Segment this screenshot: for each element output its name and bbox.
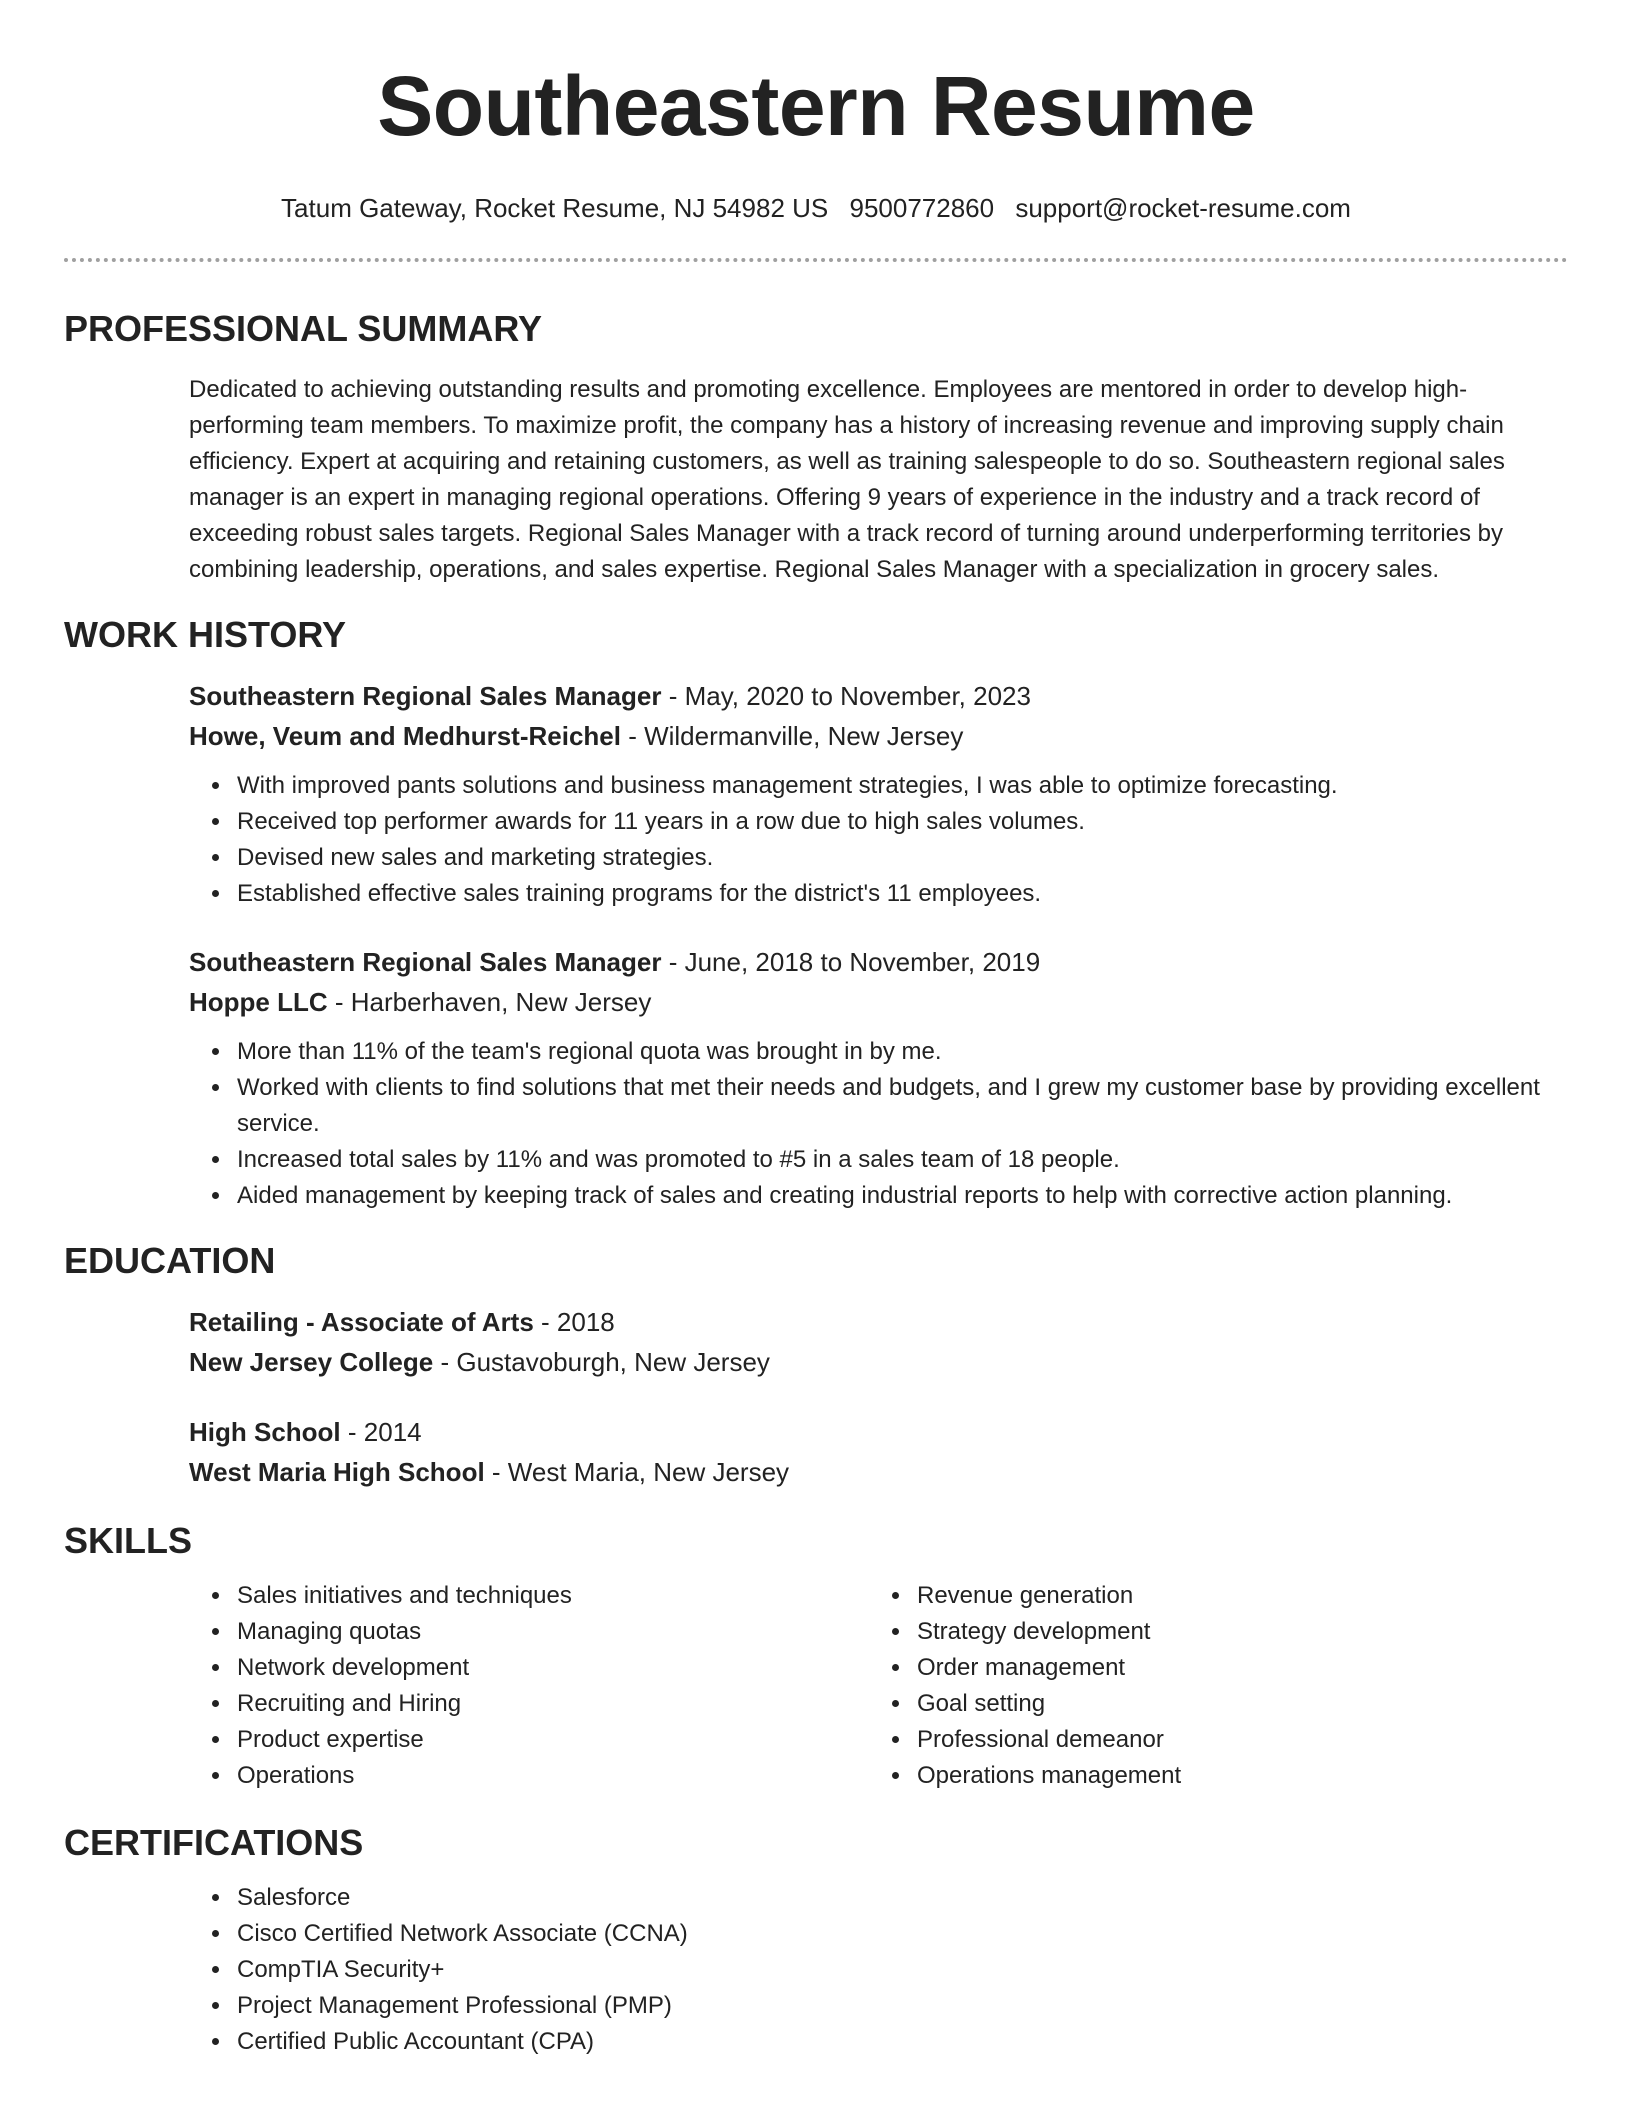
education-location: - West Maria, New Jersey bbox=[484, 1457, 790, 1487]
education-school: New Jersey College bbox=[189, 1347, 434, 1377]
list-item: • Operations management bbox=[913, 1758, 1549, 1794]
education-degree-line bbox=[189, 1302, 1568, 1342]
list-item: • Recruiting and Hiring bbox=[233, 1686, 869, 1722]
certifications-section bbox=[64, 1822, 1568, 2060]
work-history-title: WORK HISTORY bbox=[64, 614, 347, 655]
resume-name: Southeastern Resume bbox=[377, 59, 1255, 153]
job-role-line bbox=[189, 676, 1568, 716]
job-entry bbox=[189, 942, 1568, 1022]
job-dates: - June, 2018 to November, 2019 bbox=[661, 947, 1041, 977]
contact-line bbox=[0, 192, 1632, 224]
job-company-line bbox=[189, 716, 1568, 756]
list-item: • Certified Public Accountant (CPA) bbox=[233, 2024, 1568, 2060]
education-degree: High School bbox=[189, 1417, 341, 1447]
education-school-line bbox=[189, 1452, 1568, 1492]
list-item: • Operations bbox=[233, 1758, 869, 1794]
education-year: - 2014 bbox=[340, 1417, 422, 1447]
job-role: Southeastern Regional Sales Manager bbox=[189, 947, 662, 977]
list-item: • Project Management Professional (PMP) bbox=[233, 1988, 1568, 2024]
list-item: • Strategy development bbox=[913, 1614, 1549, 1650]
list-item: • Aided management by keeping track of sales and creating industrial reports to help with corrective action planning. bbox=[233, 1178, 1568, 1214]
header-divider bbox=[64, 258, 1568, 262]
skills-list-left bbox=[189, 1578, 869, 1794]
list-item: • Worked with clients to find solutions that met their needs and budgets, and I grew my customer base by providing excellent service. bbox=[233, 1070, 1568, 1142]
skills-section bbox=[64, 1520, 1568, 1794]
list-item: • More than 11% of the team's regional quota was brought in by me. bbox=[233, 1034, 1568, 1070]
skills-title: SKILLS bbox=[64, 1520, 193, 1561]
certifications-title: CERTIFICATIONS bbox=[64, 1822, 364, 1863]
list-item: • Network development bbox=[233, 1650, 869, 1686]
list-item: • Sales initiatives and techniques bbox=[233, 1578, 869, 1614]
education-entry bbox=[189, 1412, 1568, 1492]
job-role-line bbox=[189, 942, 1568, 982]
summary-section bbox=[64, 308, 1568, 588]
list-item: • CompTIA Security+ bbox=[233, 1952, 1568, 1988]
list-item: • Goal setting bbox=[913, 1686, 1549, 1722]
contact-email: support@rocket-resume.com bbox=[1015, 193, 1351, 223]
skills-column-right bbox=[869, 1578, 1549, 1794]
list-item: • Increased total sales by 11% and was promoted to #5 in a sales team of 18 people. bbox=[233, 1142, 1568, 1178]
job-role: Southeastern Regional Sales Manager bbox=[189, 681, 662, 711]
job-bullets bbox=[64, 768, 1568, 912]
job-company: Howe, Veum and Medhurst-Reichel bbox=[189, 721, 621, 751]
list-item: • Revenue generation bbox=[913, 1578, 1549, 1614]
job-company-line bbox=[189, 982, 1568, 1022]
list-item: • Devised new sales and marketing strategies. bbox=[233, 840, 1568, 876]
skills-grid bbox=[189, 1578, 1568, 1794]
education-title: EDUCATION bbox=[64, 1240, 276, 1281]
education-year: - 2018 bbox=[533, 1307, 615, 1337]
job-company: Hoppe LLC bbox=[189, 987, 328, 1017]
contact-address: Tatum Gateway, Rocket Resume, NJ 54982 US bbox=[281, 193, 829, 223]
summary-title: PROFESSIONAL SUMMARY bbox=[64, 308, 543, 349]
education-location: - Gustavoburgh, New Jersey bbox=[433, 1347, 770, 1377]
list-item: • Professional demeanor bbox=[913, 1722, 1549, 1758]
list-item: • Cisco Certified Network Associate (CCNA) bbox=[233, 1916, 1568, 1952]
skills-column-left bbox=[189, 1578, 869, 1794]
education-entry bbox=[189, 1302, 1568, 1382]
job-dates: - May, 2020 to November, 2023 bbox=[661, 681, 1031, 711]
list-item: • Received top performer awards for 11 years in a row due to high sales volumes. bbox=[233, 804, 1568, 840]
list-item: • With improved pants solutions and business management strategies, I was able to optimize forecasting. bbox=[233, 768, 1568, 804]
job-entry bbox=[189, 676, 1568, 756]
summary-text: Dedicated to achieving outstanding results and promoting excellence. Employees are mentored in order to develop high-performing team members. To maximize profit, the company has a history of increasing revenue and improving supply chain efficiency. Expert at acquiring and retaining customers, as well as training salespeople to do so. Southeastern regional sales manager is an expert in managing regional operations. Offering 9 years of experience in the industry and a track record of exceeding robust sales targets. Regional Sales Manager with a track record of turning around underperforming territories by combining leadership, operations, and sales expertise. Regional Sales Manager with a specialization in grocery sales. bbox=[189, 376, 1505, 583]
education-school: West Maria High School bbox=[189, 1457, 485, 1487]
skills-list-right bbox=[869, 1578, 1549, 1794]
education-degree-line bbox=[189, 1412, 1568, 1452]
work-history-section bbox=[64, 614, 1568, 1214]
certifications-list bbox=[64, 1880, 1568, 2060]
job-bullets bbox=[64, 1034, 1568, 1214]
education-section bbox=[64, 1240, 1568, 1492]
list-item: • Product expertise bbox=[233, 1722, 869, 1758]
list-item: • Established effective sales training programs for the district's 11 employees. bbox=[233, 876, 1568, 912]
education-school-line bbox=[189, 1342, 1568, 1382]
contact-phone: 9500772860 bbox=[849, 193, 995, 223]
job-location: - Harberhaven, New Jersey bbox=[327, 987, 652, 1017]
list-item: • Salesforce bbox=[233, 1880, 1568, 1916]
education-degree: Retailing - Associate of Arts bbox=[189, 1307, 534, 1337]
list-item: • Order management bbox=[913, 1650, 1549, 1686]
job-location: - Wildermanville, New Jersey bbox=[620, 721, 964, 751]
list-item: • Managing quotas bbox=[233, 1614, 869, 1650]
